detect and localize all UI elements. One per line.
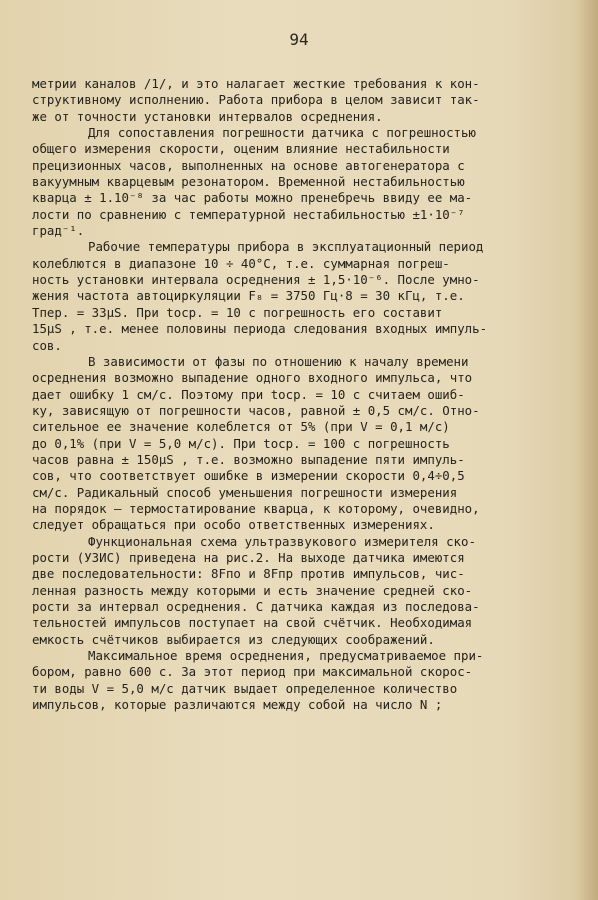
text-line: часов равна ± 150μS , т.е. возможно выпадение пяти импуль- — [32, 451, 465, 467]
text-line: ность установки интервала осреднения ± 1,5·10⁻⁶. После умно- — [32, 272, 480, 288]
page-number: 94 — [289, 30, 309, 49]
text-line: импульсов, которые различаются между собой на число N ; — [32, 697, 443, 713]
text-line: следует обращаться при особо ответственных измерениях. — [32, 517, 435, 533]
text-line: осреднения возможно выпадение одного входного импульса, что — [32, 370, 473, 386]
text-line: метрии каналов /1/, и это налагает жесткие требования к кон- — [32, 76, 480, 91]
text-line: общего измерения скорости, оценим влияние нестабильности — [32, 141, 450, 157]
paragraph — [32, 76, 572, 125]
paragraph — [32, 125, 572, 239]
text-line: до 0,1% (при V = 5,0 м/с). При tоср. = 100 с погрешность — [32, 435, 450, 451]
text-line: же от точности установки интервалов осреднения. — [32, 108, 383, 124]
page-edge-shadow — [576, 0, 598, 900]
paragraph — [32, 239, 572, 353]
text-line: В зависимости от фазы по отношению к началу времени — [88, 353, 469, 369]
text-line: Рабочие температуры прибора в эксплуатационный период — [88, 239, 484, 255]
text-line: тельностей импульсов поступает на свой счётчик. Необходимая — [32, 615, 473, 631]
text-line: кварца ± 1.10⁻⁸ за час работы можно пренебречь ввиду ее ма- — [32, 190, 473, 206]
text-line: на порядок – термостатирование кварца, к которому, очевидно, — [32, 500, 480, 516]
text-line: см/с. Радикальный способ уменьшения погрешности измерения — [32, 484, 458, 500]
text-line: жения частота автоциркуляции F₈ = 3750 Гц·8 = 30 кГц, т.е. — [32, 288, 465, 304]
text-line: град⁻¹. — [32, 223, 85, 239]
text-line: вакуумным кварцевым резонатором. Временной нестабильностью — [32, 174, 465, 190]
text-line: структивному исполнению. Работа прибора в целом зависит так- — [32, 92, 480, 108]
text-line: сительное ее значение колеблется от 5% (при V = 0,1 м/с) — [32, 419, 450, 435]
text-line: сов. — [32, 337, 62, 353]
text-line: Функциональная схема ультразвукового измерителя ско- — [88, 533, 476, 549]
text-line: бором, равно 600 с. За этот период при максимальной скорос- — [32, 664, 473, 680]
page-text — [32, 76, 572, 713]
text-line: Для сопоставления погрешности датчика с погрешностью — [88, 125, 476, 141]
text-line: Tпер. = 33μS. При tоср. = 10 с погрешность его составит — [32, 304, 443, 320]
text-line: прецизионных часов, выполненных на основе автогенератора с — [32, 157, 465, 173]
text-line: сов, что соответствует ошибке в измерении скорости 0,4÷0,5 — [32, 468, 465, 484]
text-line: ку, зависящую от погрешности часов, равной ± 0,5 см/с. Отно- — [32, 402, 480, 418]
text-line: ленная разность между которыми и есть значение средней ско- — [32, 582, 473, 598]
text-line: ти воды V = 5,0 м/с датчик выдает определенное количество — [32, 680, 458, 696]
text-line: колеблются в диапазоне 10 ÷ 40°C, т.е. суммарная погреш- — [32, 255, 450, 271]
text-line: 15μS , т.е. менее половины периода следования входных импуль- — [32, 321, 488, 337]
text-line: лости по сравнению с температурной нестабильностью ±1·10⁻⁷ — [32, 206, 465, 222]
paragraph — [32, 648, 572, 713]
text-line: рости за интервал осреднения. С датчика каждая из последова- — [32, 599, 480, 614]
text-line: две последовательности: 8Fпо и 8Fпр против импульсов, чис- — [32, 566, 465, 582]
text-line: дает ошибку 1 см/с. Поэтому при tоср. = 10 с считаем ошиб- — [32, 386, 465, 402]
text-line: Максимальное время осреднения, предусматриваемое при- — [88, 648, 484, 664]
paragraph — [32, 534, 572, 648]
text-line: емкость счётчиков выбирается из следующих соображений. — [32, 631, 435, 647]
paragraph — [32, 354, 572, 534]
text-line: рости (УЗИС) приведена на рис.2. На выходе датчика имеются — [32, 549, 465, 565]
